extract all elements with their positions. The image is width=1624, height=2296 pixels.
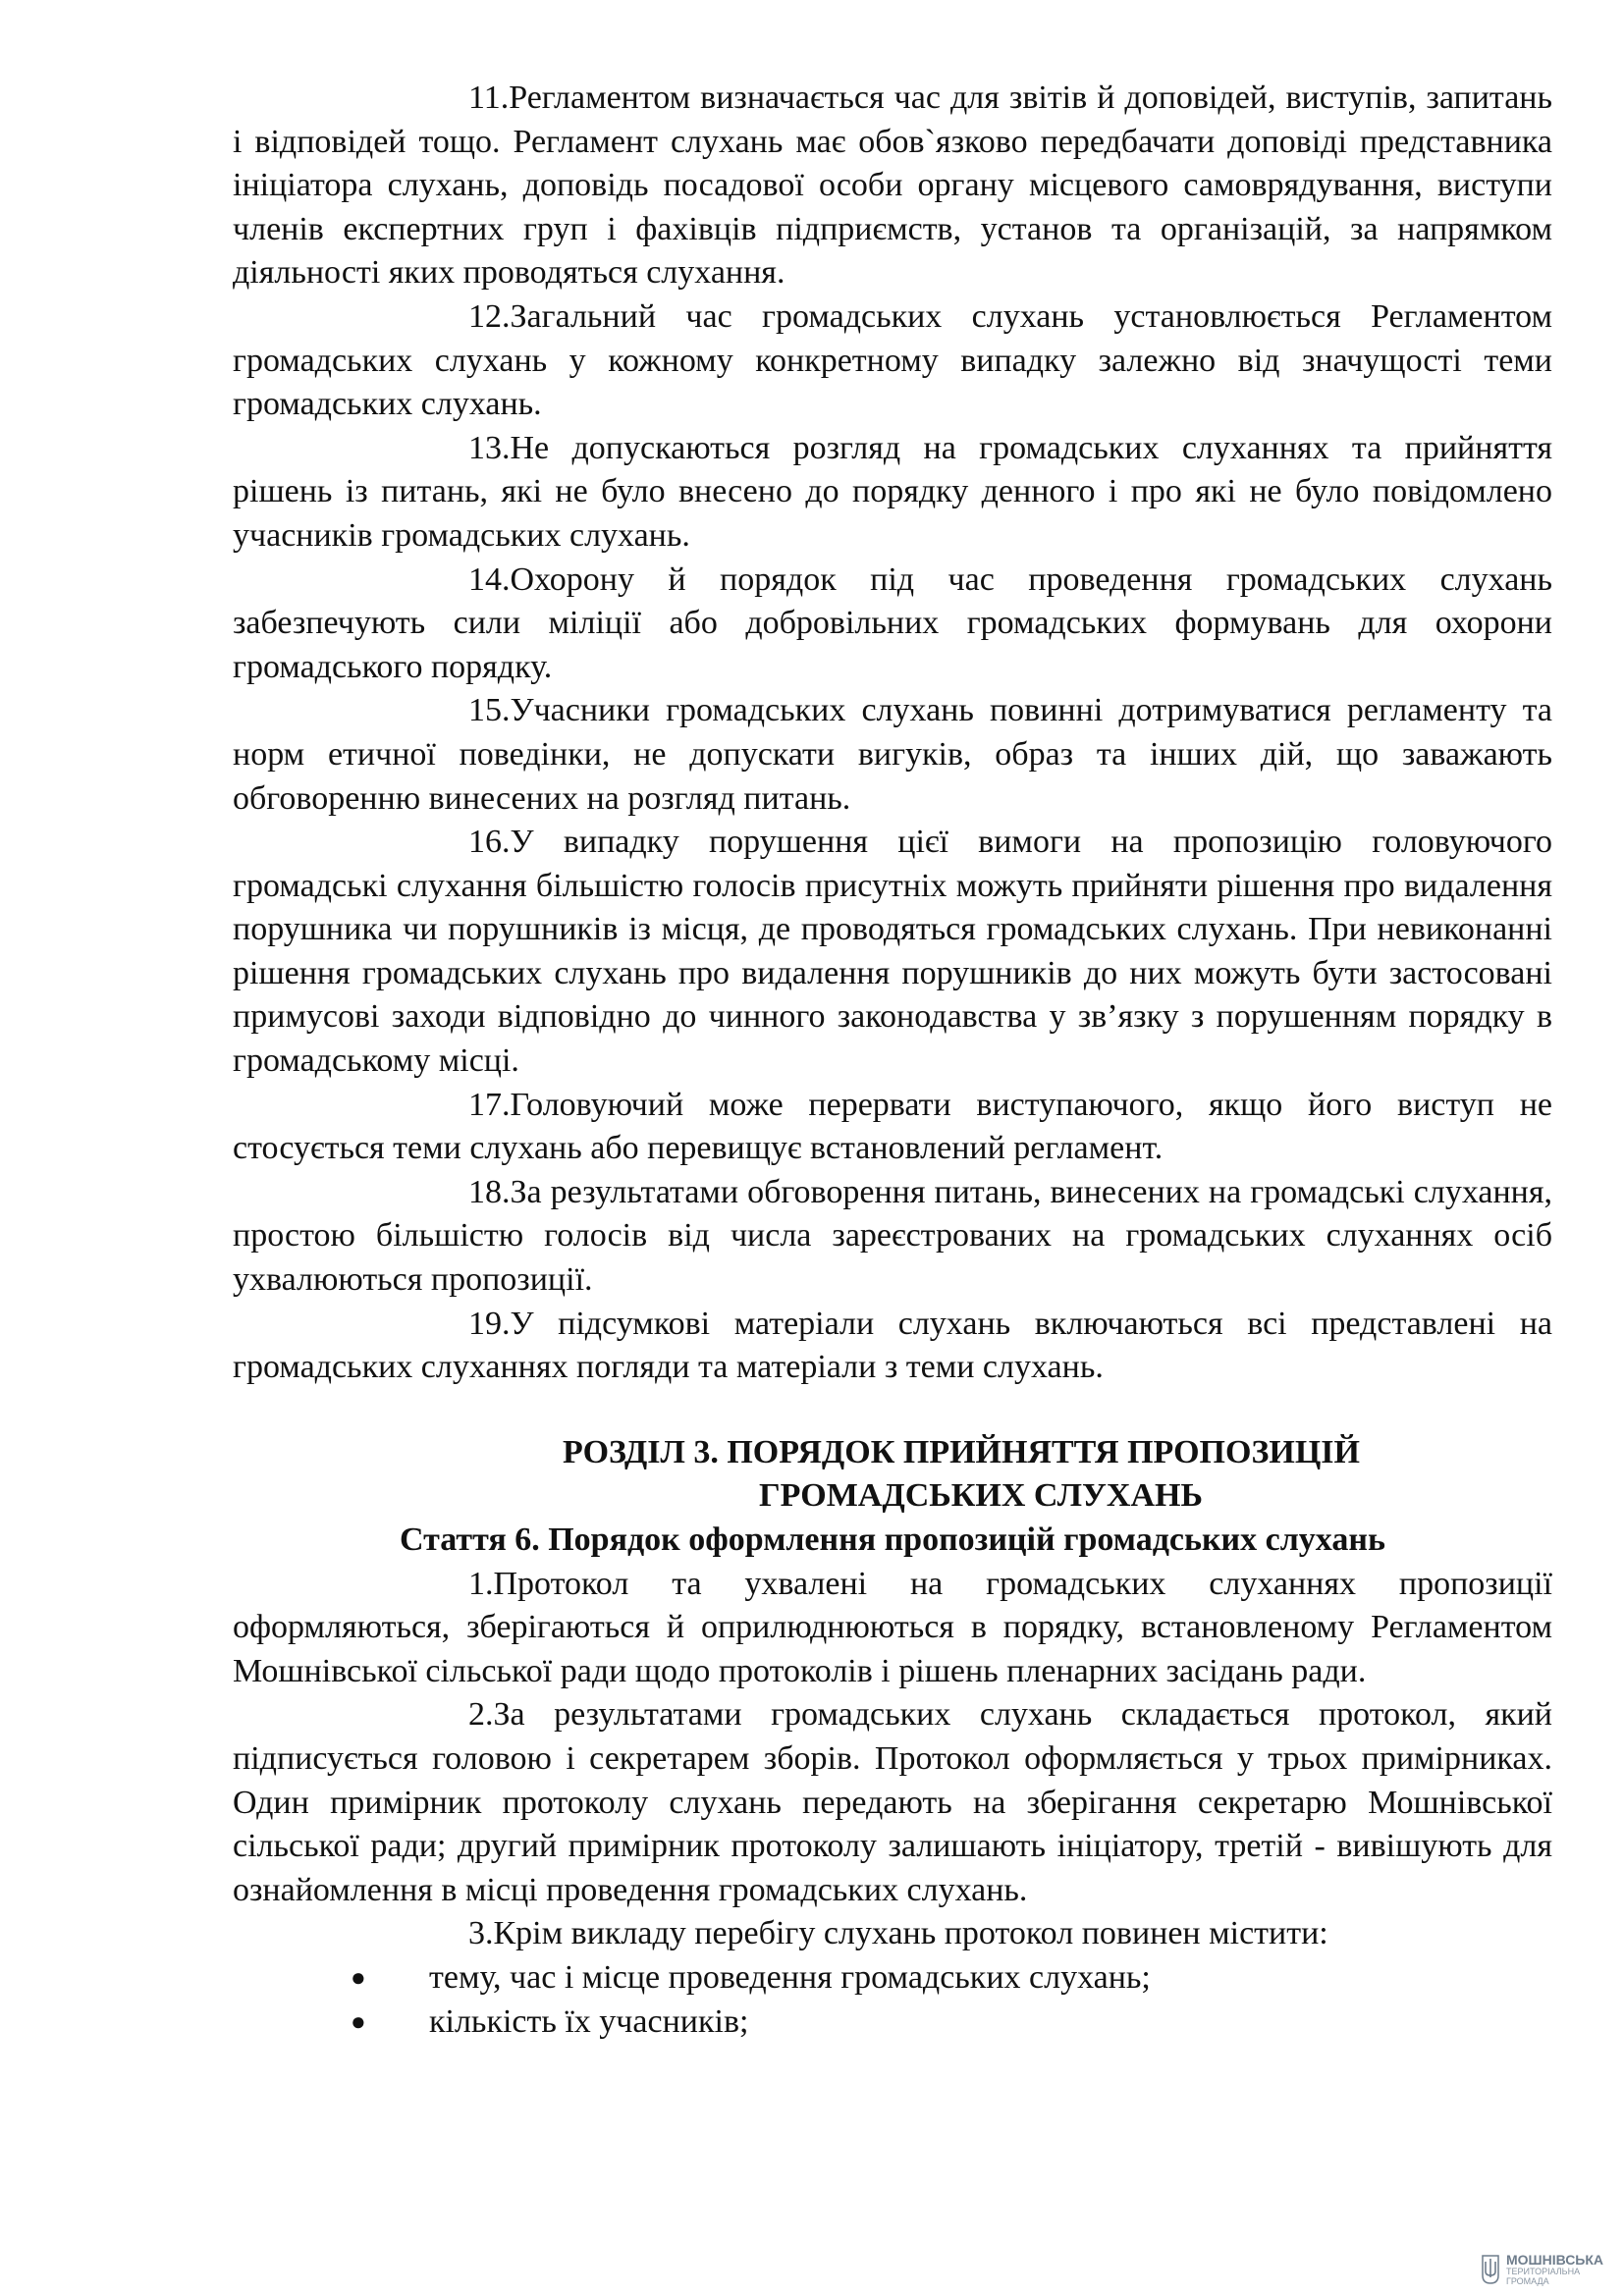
logo-subtitle-1: ТЕРИТОРІАЛЬНА (1506, 2267, 1581, 2276)
paragraph-19: 19.У підсумкові матеріали слухань включаються всі представлені на громадських слуханнях погляди та матеріали з теми слухань. (233, 1305, 1552, 1386)
protocol-contents-list (233, 1956, 1552, 2044)
section-title-line1: РОЗДІЛ 3. ПОРЯДОК ПРИЙНЯТТЯ ПРОПОЗИЦІЙ (563, 1433, 1360, 1470)
document-body (233, 77, 1552, 2044)
article-title: Стаття 6. Порядок оформлення пропозицій громадських слухань (400, 1522, 1385, 1558)
list-item: ● кількість їх учасників; (233, 2001, 1552, 2045)
paragraph-12: 12.Загальний час громадських слухань установлюється Регламентом громадських слухань у кожному конкретному випадку залежно від значущості теми громадських слухань. (233, 297, 1552, 423)
paragraph-17: 17.Головуючий може перервати виступаючого, якщо його виступ не стосується теми слухань або перевищує встановлений регламент. (233, 1086, 1552, 1167)
paragraph-16: 16.У випадку порушення цієї вимоги на пропозицію головуючого громадські слухання більшістю голосів присутніх можуть прийняти рішення про видалення порушника чи порушників із місця, де проводяться громадських слухань. При невиконанні рішення громадських слухань про видалення порушників до них можуть бути застосовані примусові заходи відповідно до чинного законодавства у зв’язку з порушенням порядку в громадському місці. (233, 824, 1552, 1080)
bullet-icon: ● (351, 1962, 366, 1992)
article6-paragraph-2: 2.За результатами громадських слухань складається протокол, який підписується головою і секретарем зборів. Протокол оформляється у трьох примірниках. Один примірник протоколу слухань передають на зберігання секретарю Мошнівської сільської ради; другий примірник протоколу залишають ініціатору, третій - вивішують для ознайомлення в місці проведення громадських слухань. (233, 1696, 1552, 1908)
section2-paragraphs (233, 77, 1552, 1390)
article6-paragraphs (233, 1563, 1552, 1956)
list-item: ● тему, час і місце проведення громадських слухань; (233, 1956, 1552, 2001)
logo-subtitle-2: ГРОМАДА (1506, 2276, 1549, 2286)
community-logo (1481, 2248, 1618, 2291)
logo-title: МОШНІВСЬКА (1506, 2252, 1604, 2268)
paragraph-14: 14.Охорону й порядок під час проведення громадських слухань забезпечують сили міліції або добровільних громадських формувань для охорони громадського порядку. (233, 561, 1552, 685)
article6-paragraph-1: 1.Протокол та ухвалені на громадських слуханнях пропозиції оформляються, зберігаються й оприлюднюються в порядку, встановленому Регламентом Мошнівської сільської ради щодо протоколів і рішень пленарних засідань ради. (233, 1565, 1552, 1689)
bullet-icon: ● (351, 2006, 366, 2036)
paragraph-11: 11.Регламентом визначається час для звітів й доповідей, виступів, запитань і відповідей тощо. Регламент слухань має обов`язково передбачати доповіді представника ініціатора слухань, доповідь посадової особи органу місцевого самоврядування, виступи членів експертних груп і фахівців підприємств, установ та організацій, за напрямком діяльності яких проводяться слухання. (233, 80, 1552, 292)
trident-emblem-icon (1481, 2254, 1500, 2285)
paragraph-15: 15.Учасники громадських слухань повинні дотримуватися регламенту та норм етичної поведінки, не допускати вигуків, образ та інших дій, що заважають обговоренню винесених на розгляд питань. (233, 692, 1552, 817)
article6-paragraph-3: 3.Крім викладу перебігу слухань протокол повинен містити: (468, 1915, 1328, 1952)
section-title-line2: ГРОМАДСЬКИХ СЛУХАНЬ (759, 1477, 1203, 1515)
paragraph-18: 18.За результатами обговорення питань, винесених на громадські слухання, простою більшістю голосів від числа зареєстрованих на громадських слуханнях осіб ухвалюються пропозиції. (233, 1173, 1552, 1299)
section3-heading (233, 1431, 1552, 1563)
paragraph-13: 13.Не допускаються розгляд на громадських слуханнях та прийняття рішень із питань, які не було внесено до порядку денного і про які не було повідомлено учасників громадських слухань. (233, 429, 1552, 554)
